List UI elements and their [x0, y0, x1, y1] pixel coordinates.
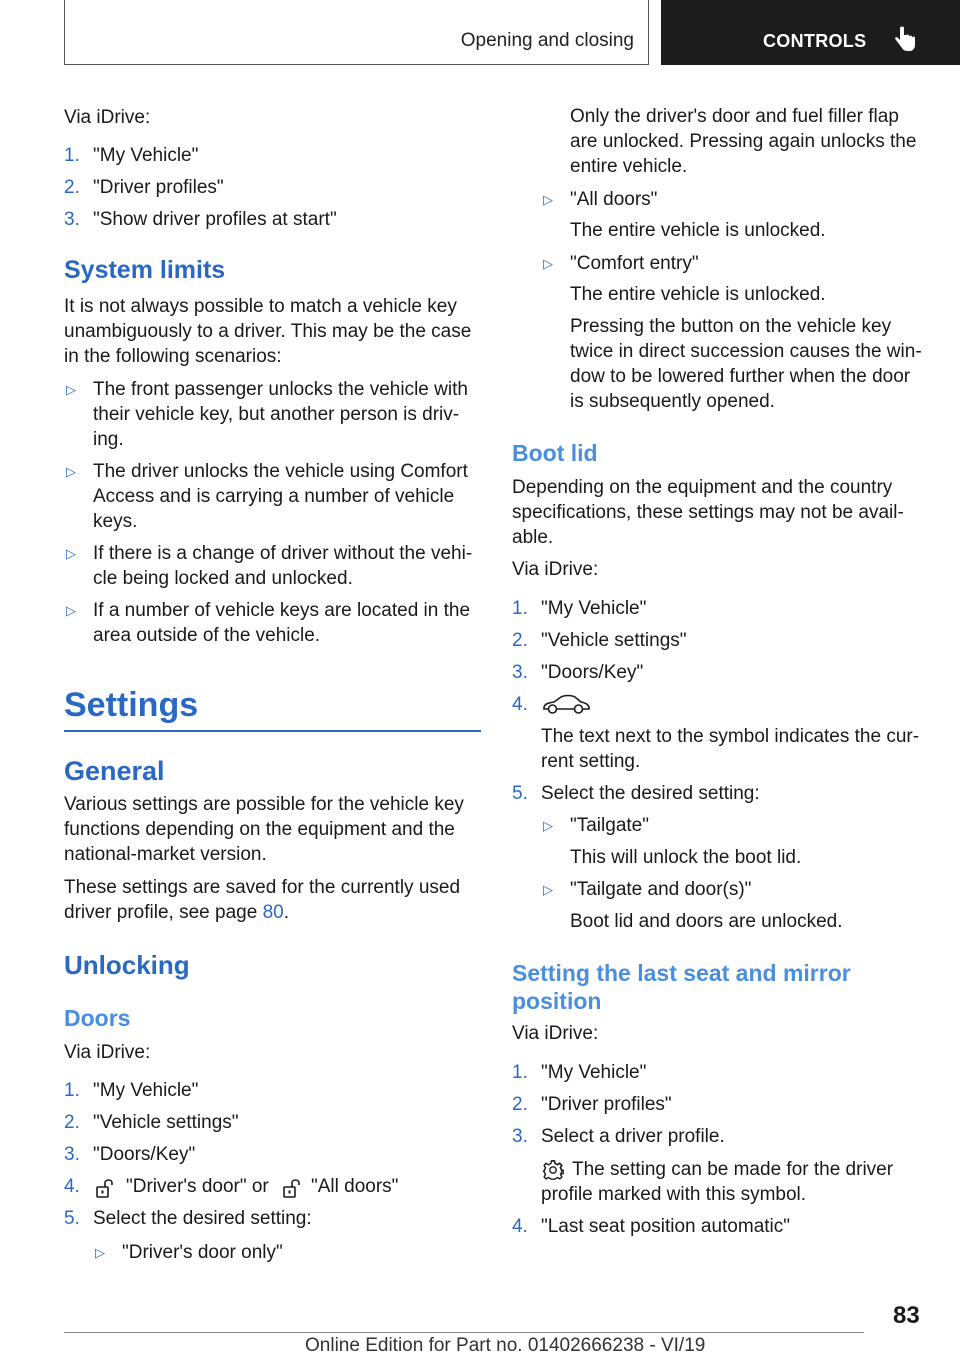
bullet-text: area outside of the vehicle. [93, 625, 321, 646]
paragraph-line: The setting can be made for the driver [572, 1159, 894, 1180]
bullet-text: If there is a change of driver without the vehi- [93, 543, 473, 564]
via-idrive-label: Via iDrive: [64, 107, 151, 128]
paragraph-line: are unlocked. Pressing again unlocks the [570, 131, 917, 152]
step-text: "Driver's door" or [126, 1176, 269, 1197]
paragraph-line: It is not always possible to match a vehicle key [64, 296, 457, 317]
unlock-icon [95, 1177, 115, 1199]
step-number: 1. [64, 1080, 80, 1101]
step-number: 4. [64, 1176, 80, 1197]
step-text: "Driver profiles" [93, 177, 224, 198]
bullet-text: "All doors" [570, 189, 658, 210]
paragraph-line: dow to be lowered further when the door [570, 366, 911, 387]
heading-general: General [64, 756, 165, 786]
header-section-tab [64, 0, 649, 65]
gear-icon [542, 1159, 564, 1181]
bullet-triangle-icon: ▷ [543, 818, 553, 833]
bullet-text: The front passenger unlocks the vehicle with [93, 379, 468, 400]
footer-divider [64, 1332, 864, 1333]
step-text: "Doors/Key" [93, 1144, 196, 1165]
bullet-triangle-icon: ▷ [543, 256, 553, 271]
unlock-icon [282, 1177, 302, 1199]
bullet-text: Access and is carrying a number of vehicle [93, 486, 455, 507]
bullet-text: "Tailgate" [570, 815, 649, 836]
step-number: 2. [64, 177, 80, 198]
bullet-triangle-icon: ▷ [66, 603, 76, 618]
heading-seat-mirror: position [512, 988, 602, 1014]
via-idrive-label: Via iDrive: [512, 559, 599, 580]
bullet-triangle-icon: ▷ [66, 464, 76, 479]
bullet-text: keys. [93, 511, 138, 532]
step-number: 3. [64, 209, 80, 230]
page-number: 83 [893, 1302, 920, 1329]
step-number: 4. [512, 694, 528, 715]
bullet-text: If a number of vehicle keys are located in the [93, 600, 471, 621]
step-number: 2. [512, 630, 528, 651]
paragraph-line: able. [512, 527, 554, 548]
step-text: Select the desired setting: [541, 783, 760, 804]
step-text: "Vehicle settings" [93, 1112, 239, 1133]
step-text: "My Vehicle" [541, 1062, 647, 1083]
paragraph-line: unambiguously to a driver. This may be the case [64, 321, 472, 342]
bullet-text: "Comfort entry" [570, 253, 699, 274]
paragraph-line: The text next to the symbol indicates the cur- [541, 726, 920, 747]
hand-touch-icon [894, 26, 916, 52]
edition-info: Online Edition for Part no. 01402666238 - VI/19 [305, 1335, 706, 1356]
bullet-text: "Driver's door only" [122, 1242, 283, 1263]
step-text: "All doors" [311, 1176, 399, 1197]
step-number: 5. [512, 783, 528, 804]
step-text: "Driver profiles" [541, 1094, 672, 1115]
page-ref-text: driver profile, see page [64, 902, 263, 923]
header-chapter-tab [661, 0, 960, 65]
bullet-desc: This will unlock the boot lid. [570, 847, 802, 868]
bullet-triangle-icon: ▷ [543, 882, 553, 897]
step-number: 2. [512, 1094, 528, 1115]
bullet-text: their vehicle key, but another person is driv- [93, 404, 460, 425]
paragraph-line: in the following scenarios: [64, 346, 282, 367]
bullet-text: cle being locked and unlocked. [93, 568, 353, 589]
step-text: Select the desired setting: [93, 1208, 312, 1229]
bullet-desc: The entire vehicle is unlocked. [570, 284, 826, 305]
page-ref-link[interactable]: 80 [262, 902, 284, 923]
step-text: "Last seat position automatic" [541, 1216, 791, 1237]
bullet-triangle-icon: ▷ [543, 192, 553, 207]
bullet-desc: The entire vehicle is unlocked. [570, 220, 826, 241]
header-chapter-title: CONTROLS [763, 31, 867, 51]
step-text: "My Vehicle" [93, 145, 199, 166]
heading-seat-mirror: Setting the last seat and mirror [512, 960, 851, 986]
heading-doors: Doors [64, 1005, 131, 1031]
section-divider [64, 730, 481, 732]
paragraph-line: These settings are saved for the currently used [64, 877, 461, 898]
paragraph-line: rent setting. [541, 751, 641, 772]
car-outline-icon [541, 693, 591, 715]
paragraph-line: Only the driver's door and fuel filler flap [570, 106, 899, 127]
paragraph-line: specifications, these settings may not be avail- [512, 502, 904, 523]
step-number: 4. [512, 1216, 528, 1237]
step-number: 3. [512, 1126, 528, 1147]
paragraph-line [64, 900, 289, 925]
heading-boot-lid: Boot lid [512, 440, 598, 466]
bullet-desc: Boot lid and doors are unlocked. [570, 911, 843, 932]
paragraph-line: is subsequently opened. [570, 391, 775, 412]
bullet-triangle-icon: ▷ [95, 1245, 105, 1260]
heading-unlocking: Unlocking [64, 950, 190, 980]
heading-system-limits: System limits [64, 256, 226, 284]
paragraph-line: Depending on the equipment and the country [512, 477, 893, 498]
paragraph-line: profile marked with this symbol. [541, 1184, 807, 1205]
step-number: 3. [512, 662, 528, 683]
step-number: 1. [512, 1062, 528, 1083]
paragraph-line: Various settings are possible for the vehicle key [64, 794, 464, 815]
step-text: Select a driver profile. [541, 1126, 725, 1147]
step-number: 2. [64, 1112, 80, 1133]
step-number: 5. [64, 1208, 80, 1229]
step-text: "My Vehicle" [541, 598, 647, 619]
bullet-triangle-icon: ▷ [66, 546, 76, 561]
paragraph-line: twice in direct succession causes the win- [570, 341, 922, 362]
step-text: "Vehicle settings" [541, 630, 687, 651]
step-text: "Show driver profiles at start" [93, 209, 337, 230]
bullet-text: ing. [93, 429, 124, 450]
step-text: "Doors/Key" [541, 662, 644, 683]
via-idrive-label: Via iDrive: [64, 1042, 151, 1063]
step-number: 1. [512, 598, 528, 619]
step-number: 3. [64, 1144, 80, 1165]
header-section-title: Opening and closing [460, 30, 634, 51]
step-number: 1. [64, 145, 80, 166]
paragraph-line: Pressing the button on the vehicle key [570, 316, 892, 337]
paragraph-line: functions depending on the equipment and the [64, 819, 455, 840]
bullet-triangle-icon: ▷ [66, 382, 76, 397]
via-idrive-label: Via iDrive: [512, 1023, 599, 1044]
bullet-text: "Tailgate and door(s)" [570, 879, 752, 900]
step-text: "My Vehicle" [93, 1080, 199, 1101]
paragraph-line: entire vehicle. [570, 156, 688, 177]
bullet-text: The driver unlocks the vehicle using Comfort [93, 461, 468, 482]
paragraph-line: national-market version. [64, 844, 267, 865]
page-ref-dot: . [283, 902, 289, 923]
heading-settings: Settings [64, 686, 199, 724]
